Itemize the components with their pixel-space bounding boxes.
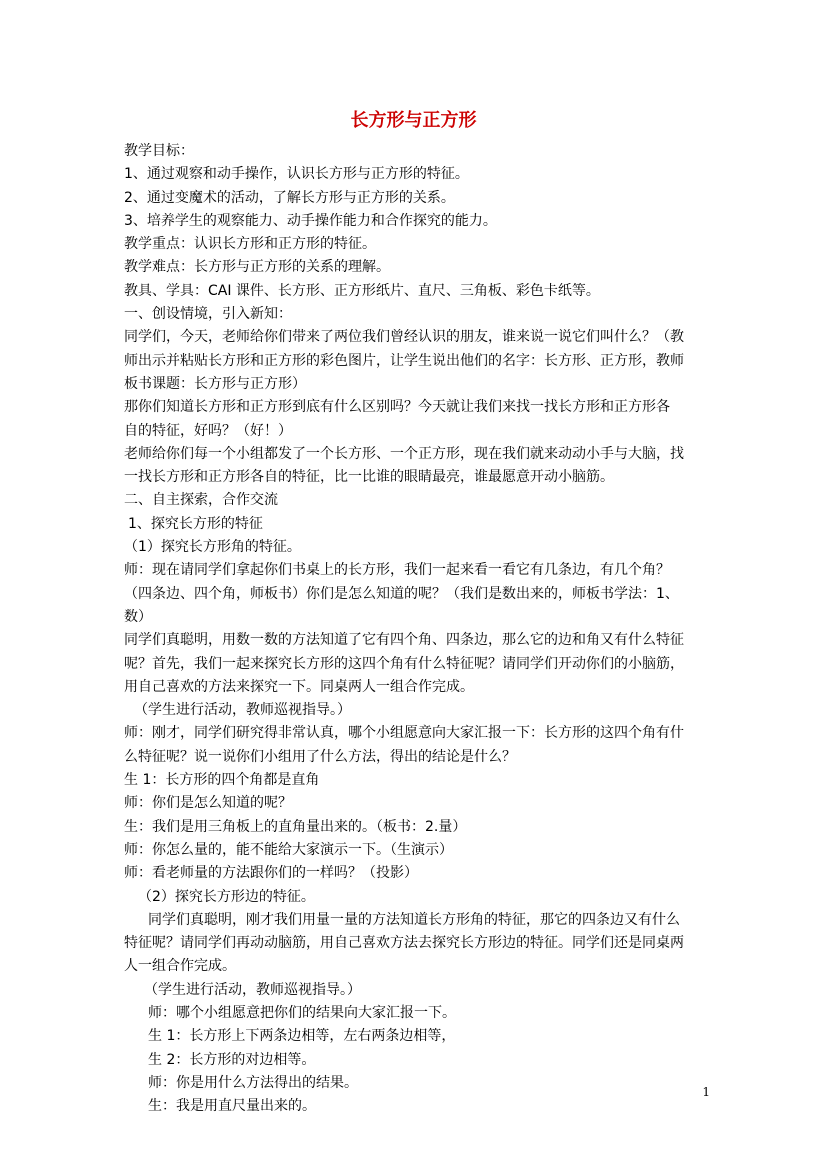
text-line: 师：你们是怎么知道的呢？ xyxy=(124,795,292,812)
text-line: 数） xyxy=(124,608,152,625)
text-line: 用自己喜欢的方法来探究一下。同桌两人一组合作完成。 xyxy=(124,678,474,695)
text-line: 呢？首先，我们一起来探究长方形的这四个角有什么特征呢？请同学们开动你们的小脑筋， xyxy=(124,655,684,672)
document-title: 长方形与正方形 xyxy=(350,110,477,131)
text-line: 师：现在请同学们拿起你们书桌上的长方形，我们一起来看一看它有几条边，有几个角？ xyxy=(124,562,670,579)
text-line: 生 1：长方形的四个角都是直角 xyxy=(124,772,320,789)
text-line: 么特征呢？说一说你们小组用了什么方法，得出的结论是什么？ xyxy=(124,748,516,765)
text-line: 那你们知道长方形和正方形到底有什么区别吗？今天就让我们来找一找长方形和正方形各 xyxy=(124,399,670,416)
text-line: 师：你是用什么方法得出的结果。 xyxy=(148,1074,358,1091)
text-line: 同学们真聪明，用数一数的方法知道了它有四个角、四条边，那么它的边和角又有什么特征 xyxy=(124,632,684,649)
text-line: 特征呢？请同学们再动动脑筋，用自己喜欢方法去探究长方形边的特征。同学们还是同桌两 xyxy=(124,935,684,952)
text-line: 3、培养学生的观察能力、动手操作能力和合作探究的能力。 xyxy=(124,212,497,229)
text-line: （1）探究长方形角的特征。 xyxy=(124,539,301,556)
text-line: 板书课题：长方形与正方形） xyxy=(124,375,306,392)
text-line: 同学们真聪明，刚才我们用量一量的方法知道长方形角的特征，那它的四条边又有什么 xyxy=(148,911,680,928)
page-number: 1 xyxy=(702,1085,710,1099)
text-line: 一、创设情境，引入新知： xyxy=(124,306,292,323)
text-line: 1、通过观察和动手操作，认识长方形与正方形的特征。 xyxy=(124,166,469,183)
text-line: 师：看老师量的方法跟你们的一样吗？（投影） xyxy=(124,865,418,882)
text-line: 师：刚才，同学们研究得非常认真，哪个小组愿意向大家汇报一下：长方形的这四个角有什 xyxy=(124,725,684,742)
text-line: 教学重点：认识长方形和正方形的特征。 xyxy=(124,236,376,253)
text-line: 教具、学具：CAI 课件、长方形、正方形纸片、直尺、三角板、彩色卡纸等。 xyxy=(124,282,600,299)
text-line: 生：我们是用三角板上的直角量出来的。（板书：2.量） xyxy=(124,818,467,835)
text-line: 师：你怎么量的，能不能给大家演示一下。（生演示） xyxy=(124,841,453,858)
text-line: （学生进行活动，教师巡视指导。） xyxy=(134,702,351,719)
text-line: 二、自主探索，合作交流 xyxy=(124,492,278,509)
text-line: 生 2：长方形的对边相等。 xyxy=(148,1051,316,1068)
text-line: 2、通过变魔术的活动，了解长方形与正方形的关系。 xyxy=(124,189,455,206)
document-body xyxy=(124,140,706,1118)
text-line: （四条边、四个角，师板书）你们是怎么知道的呢？（我们是数出来的，师板书学法：1、 xyxy=(124,585,679,602)
text-line: 1、探究长方形的特征 xyxy=(128,515,263,532)
text-line: （学生进行活动，教师巡视指导。） xyxy=(144,981,361,998)
text-line: 师：哪个小组愿意把你们的结果向大家汇报一下。 xyxy=(148,1004,456,1021)
text-line: 一找长方形和正方形各自的特征，比一比谁的眼睛最亮，谁最愿意开动小脑筋。 xyxy=(124,469,614,486)
text-line: 老师给你们每一个小组都发了一个长方形、一个正方形，现在我们就来动动小手与大脑，找 xyxy=(124,445,684,462)
text-line: 教学难点：长方形与正方形的关系的理解。 xyxy=(124,259,390,276)
text-line: 生 1：长方形上下两条边相等，左右两条边相等， xyxy=(148,1028,456,1045)
text-line: 同学们，今天，老师给你们带来了两位我们曾经认识的朋友，谁来说一说它们叫什么？（教 xyxy=(124,329,684,346)
text-line: （2）探究长方形边的特征。 xyxy=(138,888,315,905)
text-line: 师出示并粘贴长方形和正方形的彩色图片，让学生说出他们的名字：长方形、正方形，教师 xyxy=(124,352,684,369)
text-line: 教学目标： xyxy=(124,143,194,159)
text-line: 自的特征，好吗？（好！） xyxy=(124,422,292,439)
text-line: 人一组合作完成。 xyxy=(124,958,236,975)
text-line: 生：我是用直尺量出来的。 xyxy=(148,1098,316,1115)
